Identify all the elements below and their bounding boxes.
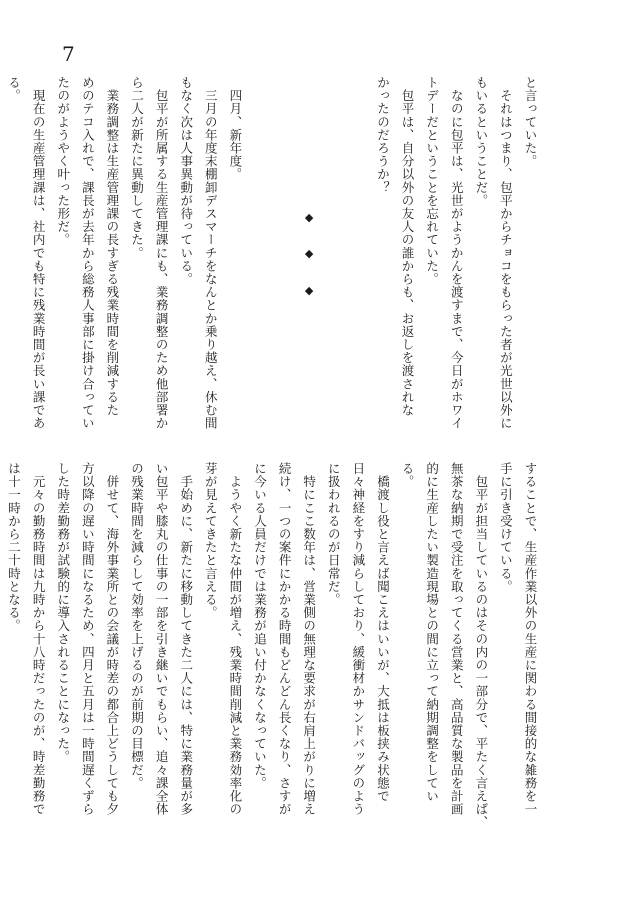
- text-line: と言っていた。: [523, 76, 538, 168]
- text-line: 包平は、自分以外の友人の誰からも、お返しを渡されな: [400, 76, 416, 417]
- text-line: 包平が所属する生産管理課にも、業務調整のため他部署か: [154, 76, 170, 430]
- text-line: 無茶な納期で受注を取ってくる営業と、高品質な製品を計画: [449, 462, 465, 816]
- text-line: は十一時から二十時となる。: [6, 462, 22, 633]
- text-line: 元々の勤務時間は九時から十八時だったのが、時差勤務で: [31, 462, 47, 816]
- blank-line: [345, 76, 370, 441]
- text-line: ようやく新たな仲間が増え、残業時間削減と業務効率化の: [227, 462, 243, 816]
- upper-text-block: [0, 76, 542, 441]
- text-line: もなく次は人事異動が待っている。: [178, 76, 194, 286]
- text-line: に扱われるのが日常だ。: [326, 462, 342, 607]
- blank-line: [271, 76, 296, 441]
- text-line: る。: [6, 76, 22, 103]
- diamond-icon: ◆: [302, 283, 316, 307]
- text-line: 橋渡し役と言えば聞こえはいいが、大抵は板挟み状態で: [375, 462, 391, 803]
- blank-line: [247, 76, 272, 441]
- text-line: 併せて、海外事業所との会議が時差の都合上どうしても夕: [104, 462, 120, 816]
- lower-text-block: [1, 462, 542, 827]
- text-line: 手始めに、新たに移動してきた二人には、特に業務量が多: [178, 462, 194, 816]
- text-line: い包平や膝丸の仕事の一部を引き継いでもらい、追々課全体: [154, 462, 170, 816]
- text-line: 特にここ数年は、営業側の無理な要求が右肩上がりに増え: [301, 462, 317, 816]
- text-line: トデーだということを忘れていた。: [424, 76, 440, 286]
- blank-line: [321, 76, 346, 441]
- text-line: 芽が見えてきたと言える。: [203, 462, 219, 620]
- text-line: る。: [400, 462, 416, 489]
- text-line: することで、生産作業以外の生産に関わる間接的な雑務を一: [523, 462, 538, 816]
- text-line: 的に生産したい製造現場との間に立って納期調整をしてい: [424, 462, 440, 803]
- text-line: 日々神経をすり減らしており、緩衝材かサンドバッグのよう: [350, 462, 366, 816]
- text-line: 現在の生産管理課は、社内でも特に残業時間が長い課であ: [31, 76, 47, 430]
- diamond-icon: ◆: [302, 210, 316, 234]
- text-line: なのに包平は、光世がようかんを渡すまで、今日がホワイ: [449, 76, 465, 430]
- text-line: かったのだろうか？: [375, 76, 391, 194]
- page-number: 7: [62, 42, 75, 66]
- text-line: それはつまり、包平からチョコをもらった者が光世以外に: [498, 76, 514, 430]
- text-line: もいるということだ。: [473, 76, 489, 207]
- text-line: 三月の年度末棚卸デスマーチをなんとか乗り越え、休む間: [203, 76, 219, 430]
- diamond-icon: ◆: [302, 247, 316, 270]
- text-line: に今いる人員だけでは業務が追い付かなくなっていた。: [252, 462, 268, 790]
- text-line: めのテコ入れで、課長が去年から総務人事部に掛け合ってい: [80, 76, 96, 430]
- text-line: [0, 76, 1, 441]
- text-line: 方以降の遅い時間になるため、四月と五月は一時間遅くずら: [80, 462, 96, 816]
- text-line: ら二人が新たに異動してきた。: [129, 76, 145, 260]
- text-line: した時差勤務が試験的に導入されることになった。: [55, 462, 71, 764]
- text-line: 続け、一つの案件にかかる時間もどんどん長くなり、さすが: [277, 462, 293, 816]
- text-line: 手に引き受けている。: [498, 462, 514, 593]
- text-line: 四月、新年度。: [227, 76, 243, 181]
- text-line: の残業時間を減らして効率を上げるのが前期の目標だ。: [129, 462, 145, 790]
- text-line: 包平が担当しているのはその内の一部分で、平たく言えば、: [473, 462, 489, 829]
- text-line: たのがようやく叶った形だ。: [55, 76, 71, 247]
- text-line: 業務調整は生産管理課の長すぎる残業時間を削減するた: [104, 76, 120, 417]
- scene-break-separator: [296, 76, 321, 441]
